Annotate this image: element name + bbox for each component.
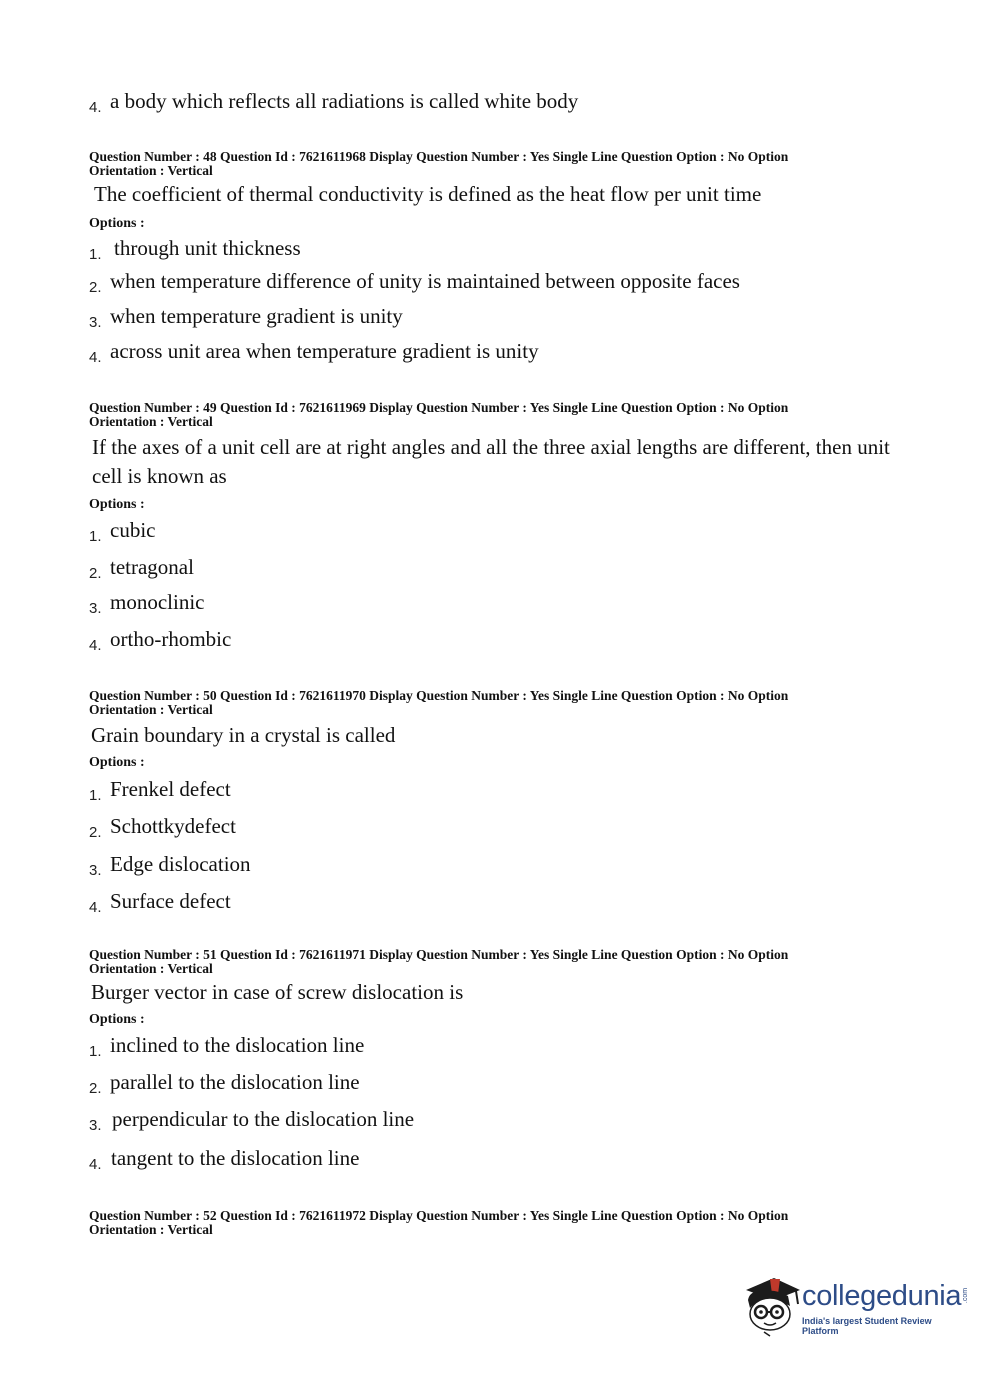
question-meta-line1: Question Number : 52 Question Id : 7621611972 Display Question Number : Yes Single Line Question Option : No Option	[89, 1208, 789, 1223]
question-meta-line1: Question Number : 51 Question Id : 7621611971 Display Question Number : Yes Single Line Question Option : No Option	[89, 947, 789, 962]
question-text: Grain boundary in a crystal is called	[91, 723, 396, 747]
option-number: 3.	[89, 314, 102, 331]
question-meta-line1: Question Number : 48 Question Id : 7621611968 Display Question Number : Yes Single Line Question Option : No Option	[89, 149, 789, 164]
option-text: when temperature gradient is unity	[110, 304, 403, 328]
question-meta	[89, 1209, 889, 1237]
option-text: Surface defect	[110, 889, 231, 913]
option-text: when temperature difference of unity is maintained between opposite faces	[110, 269, 740, 293]
option-text: perpendicular to the dislocation line	[112, 1107, 415, 1131]
option-text: parallel to the dislocation line	[110, 1070, 360, 1094]
mascot-icon	[740, 1270, 802, 1340]
option-text: cubic	[110, 518, 156, 542]
option-text: Frenkel defect	[110, 777, 231, 801]
option-number: 4.	[89, 99, 102, 116]
option-text: across unit area when temperature gradient is unity	[110, 339, 539, 363]
options-label: Options :	[89, 216, 145, 231]
options-label: Options :	[89, 1012, 145, 1027]
question-text: Burger vector in case of screw dislocation is	[91, 980, 464, 1004]
option-number: 4.	[89, 349, 102, 366]
collegedunia-logo	[740, 1270, 970, 1340]
question-meta-line2: Orientation : Vertical	[89, 163, 213, 178]
question-meta-line2: Orientation : Vertical	[89, 1222, 213, 1237]
option-number: 3.	[89, 600, 102, 617]
options-label: Options :	[89, 497, 145, 512]
option-number: 1.	[89, 787, 102, 804]
option-number: 1.	[89, 528, 102, 545]
option-number: 3.	[89, 862, 102, 879]
option-number: 2.	[89, 1080, 102, 1097]
question-meta-line2: Orientation : Vertical	[89, 702, 213, 717]
logo-suffix: .com	[962, 1287, 970, 1304]
question-meta-line2: Orientation : Vertical	[89, 414, 213, 429]
option-text: tangent to the dislocation line	[111, 1146, 360, 1170]
option-text: inclined to the dislocation line	[110, 1033, 365, 1057]
question-meta-line2: Orientation : Vertical	[89, 961, 213, 976]
option-number: 2.	[89, 279, 102, 296]
option-text: ortho-rhombic	[110, 627, 232, 651]
question-text: The coefficient of thermal conductivity is defined as the heat flow per unit time	[94, 182, 762, 206]
option-number: 1.	[89, 1043, 102, 1060]
question-meta	[89, 948, 889, 976]
question-meta	[89, 689, 889, 717]
option-text: through unit thickness	[114, 236, 301, 260]
question-text: If the axes of a unit cell are at right angles and all the three axial lengths are different, then unit cell is known as	[92, 435, 890, 488]
option-number: 4.	[89, 637, 102, 654]
question-meta	[89, 401, 889, 429]
option-number: 4.	[89, 1156, 102, 1173]
option-number: 2.	[89, 565, 102, 582]
option-number: 3.	[89, 1117, 102, 1134]
option-number: 2.	[89, 824, 102, 841]
option-number: 4.	[89, 899, 102, 916]
question-meta-line1: Question Number : 50 Question Id : 7621611970 Display Question Number : Yes Single Line Question Option : No Option	[89, 688, 789, 703]
option-text: a body which reflects all radiations is called white body	[110, 89, 579, 113]
option-text: Edge dislocation	[110, 852, 251, 876]
option-number: 1.	[89, 246, 102, 263]
logo-wordmark: collegedunia	[802, 1280, 962, 1312]
option-text: Schottkydefect	[110, 814, 236, 838]
question-meta	[89, 150, 889, 178]
question-meta-line1: Question Number : 49 Question Id : 7621611969 Display Question Number : Yes Single Line Question Option : No Option	[89, 400, 789, 415]
logo-tagline: India's largest Student Review Platform	[802, 1316, 932, 1336]
option-text: tetragonal	[110, 555, 194, 579]
options-label: Options :	[89, 755, 145, 770]
option-text: monoclinic	[110, 590, 205, 614]
